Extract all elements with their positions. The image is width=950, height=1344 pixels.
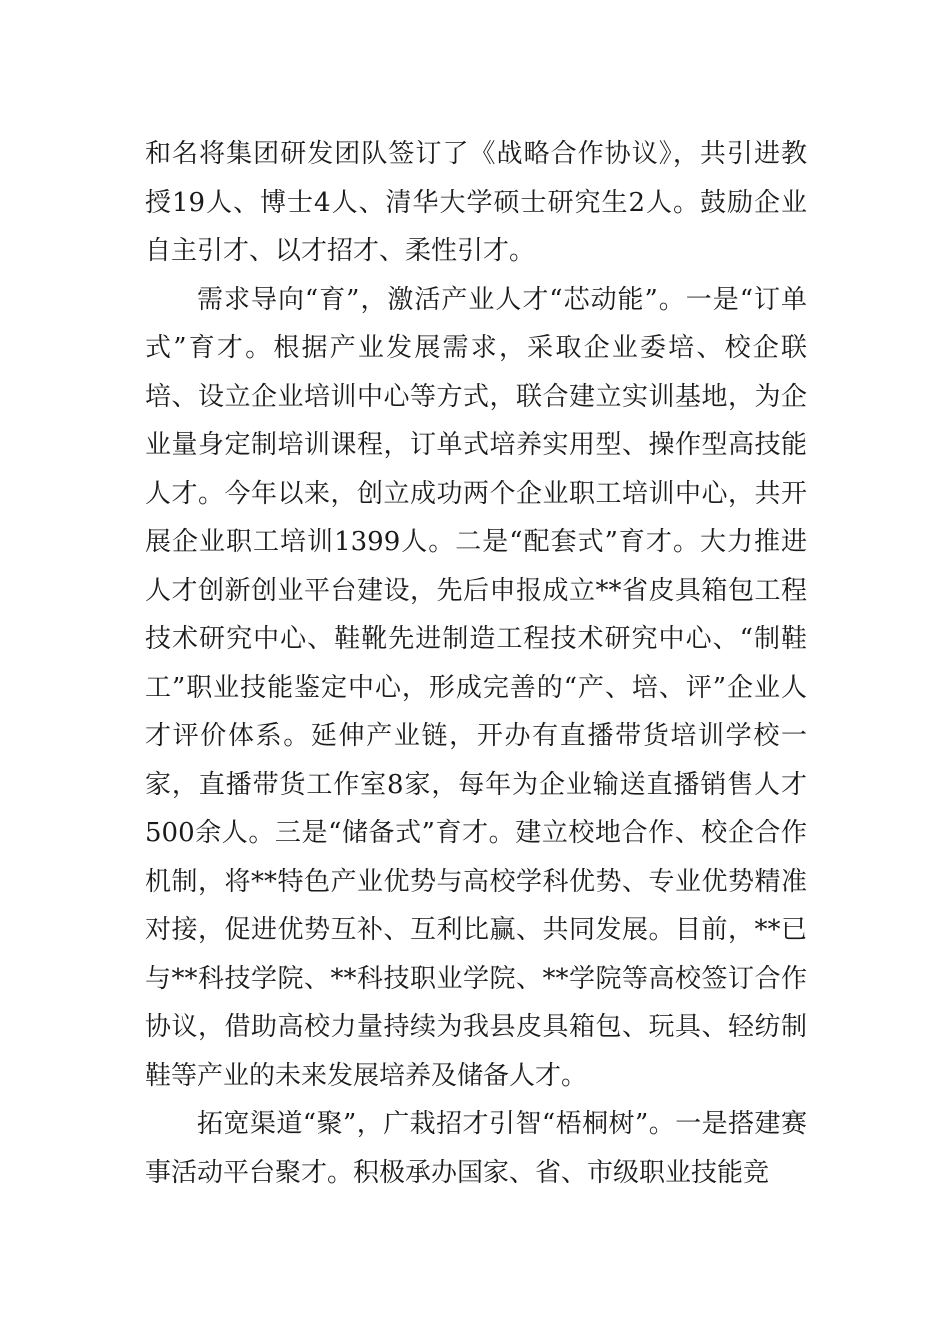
paragraph-demand-oriented-training: 需求导向“育”，激活产业人才“芯动能”。一是“订单式”育才。根据产业发展需求，采取企业委培、校企联培、设立企业培训中心等方式，联合建立实训基地，为企业量身定制培训课程，订单式培养实用型、操作型高技能人才。今年以来，创立成功两个企业职工培训中心，共开展企业职工培训1399人。二是“配套式”育才。大力推进人才创新创业平台建设，先后申报成立**省皮具箱包工程技术研究中心、鞋靴先进制造工程技术研究中心、“制鞋工”职业技能鉴定中心，形成完善的“产、培、评”企业人才评价体系。延伸产业链，开办有直播带货培训学校一家，直播带货工作室8家，每年为企业输送直播销售人才500余人。三是“储备式”育才。建立校地合作、校企合作机制，将**特色产业优势与高校学科优势、专业优势精准对接，促进优势互补、互利比赢、共同发展。目前，**已与**科技学院、**科技职业学院、**学院等高校签订合作协议，借助高校力量持续为我县皮具箱包、玩具、轻纺制鞋等产业的未来发展培养及储备人才。	[145, 284, 807, 1091]
paragraph-broaden-channels: 拓宽渠道“聚”，广栽招才引智“梧桐树”。一是搭建赛事活动平台聚才。积极承办国家、省、市级职业技能竞	[145, 1109, 807, 1188]
document-body	[145, 130, 807, 1197]
paragraph-continued: 和名将集团研发团队签订了《战略合作协议》，共引进教授19人、博士4人、清华大学硕士研究生2人。鼓励企业自主引才、以才招才、柔性引才。	[145, 139, 807, 266]
